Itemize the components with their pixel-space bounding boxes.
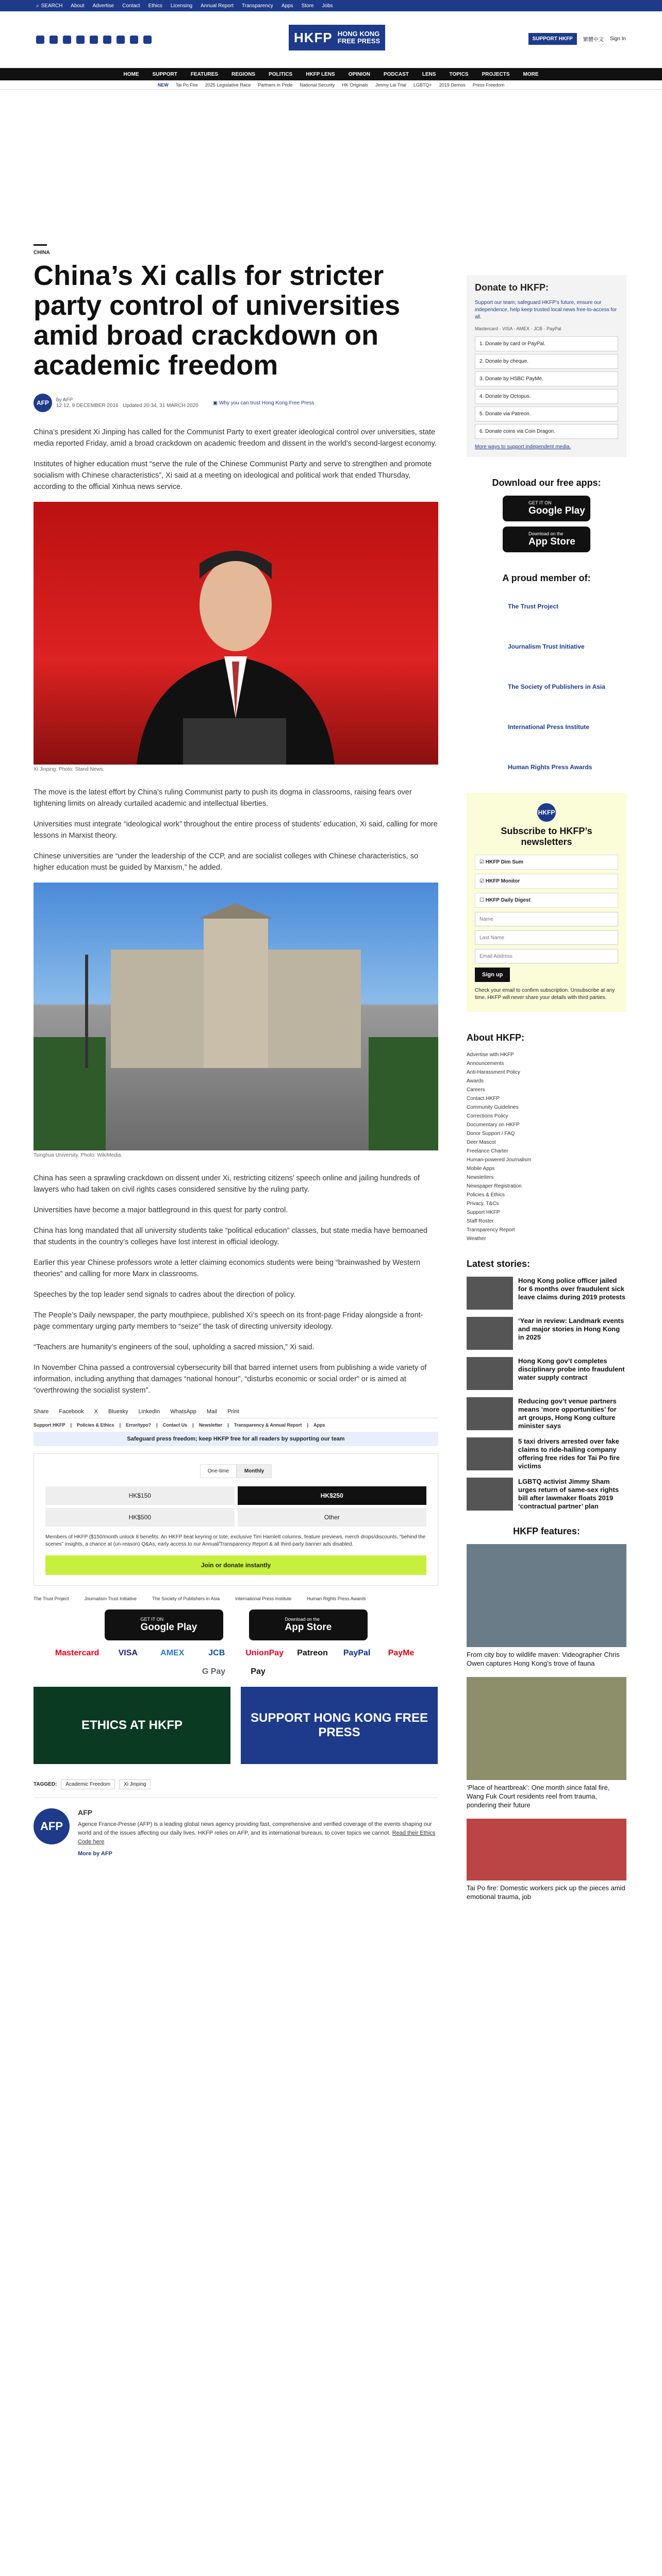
- about-link[interactable]: Donor Support / FAQ: [467, 1131, 515, 1137]
- footer-link[interactable]: Transparency & Annual Report: [234, 1422, 302, 1428]
- facebook-icon[interactable]: [36, 36, 44, 44]
- topbar-link[interactable]: Transparency: [242, 3, 273, 9]
- footer-link[interactable]: Policies & Ethics: [77, 1422, 114, 1428]
- trending-link[interactable]: Press Freedom: [472, 82, 505, 88]
- monthly-tab[interactable]: Monthly: [237, 1464, 272, 1478]
- updated-date: Updated 20:34, 31 MARCH 2020: [122, 403, 198, 409]
- search-icon: ⌕: [36, 3, 39, 9]
- footer-link[interactable]: Apps: [313, 1422, 325, 1428]
- paypal-icon: PayPal: [343, 1649, 371, 1657]
- about-link[interactable]: Human-powered Journalism: [467, 1157, 532, 1163]
- author-box: [34, 1808, 438, 1858]
- share-whatsapp[interactable]: WhatsApp: [170, 1409, 196, 1415]
- trending-link[interactable]: HK Originals: [342, 82, 368, 88]
- donate-text[interactable]: Support our team; safeguard HKFP’s future, ensure our independence, help keep trusted local news free-to-access for all.: [475, 300, 617, 320]
- member-logos: [34, 1596, 438, 1601]
- new-label: NEW: [157, 82, 169, 88]
- paragraph: In November China passed a controversial cybersecurity bill that barred internet users from publishing a wide variety of information, including anything that damages “national honour”, “disturbs economic or social order” or is aimed at “overthrowing the socialist system”.: [34, 1364, 427, 1395]
- topbar-link[interactable]: Jobs: [322, 3, 333, 9]
- site-header: [0, 11, 662, 68]
- about-link[interactable]: Announcements: [467, 1061, 504, 1066]
- author-avatar[interactable]: AFP: [34, 394, 52, 412]
- name-input[interactable]: [475, 912, 618, 926]
- story-thumbnail: [467, 1478, 513, 1511]
- whatsapp-icon[interactable]: [143, 36, 152, 44]
- trust-link[interactable]: ▣ Why you can trust Hong Kong Free Press: [212, 400, 315, 406]
- youtube-icon[interactable]: [90, 36, 98, 44]
- jti-logo: Journalism Trust Initiative: [84, 1596, 137, 1601]
- about-link[interactable]: Contact HKFP: [467, 1096, 500, 1101]
- trending-link[interactable]: 2025 Legislative Race: [205, 82, 251, 88]
- donate-title: Donate to HKFP:: [475, 282, 549, 293]
- about-link[interactable]: Corrections Policy: [467, 1113, 508, 1119]
- jti-logo[interactable]: Journalism Trust Initiative: [508, 643, 585, 650]
- latest-title: Latest stories:: [467, 1259, 531, 1269]
- story-item[interactable]: ‘Year in review: Landmark events and major stories in Hong Kong in 2025: [467, 1317, 626, 1350]
- nav-item[interactable]: REGIONS: [231, 71, 256, 77]
- trending-link[interactable]: Partners in Pride: [258, 82, 293, 88]
- topbar-link[interactable]: Contact: [122, 3, 140, 9]
- newsletter-option[interactable]: ☐ HKFP Daily Digest: [475, 893, 618, 908]
- about-link[interactable]: Mobile Apps: [467, 1166, 495, 1172]
- frequency-toggle: [45, 1464, 426, 1478]
- article: [34, 244, 438, 1858]
- about-link[interactable]: Privacy, T&Cs: [467, 1201, 499, 1207]
- unionpay-icon: UnionPay: [245, 1649, 284, 1657]
- story-thumbnail: [467, 1437, 513, 1470]
- donate-option[interactable]: 2. Donate by cheque.: [475, 354, 618, 369]
- article-category[interactable]: CHINA: [34, 250, 50, 256]
- hrpa-logo[interactable]: Human Rights Press Awards: [508, 764, 592, 771]
- byline: [34, 394, 438, 412]
- trending-link[interactable]: National Security: [300, 82, 335, 88]
- support-promo[interactable]: SUPPORT HONG KONG FREE PRESS: [241, 1687, 438, 1764]
- membership-text: Members of HKFP ($150/month unlock 8 benefits: An HKFP beat keyring or tote; exclusive Tim Hamlett columns, feature previews, merch drops/discounts, “behind the scenes” insights, a chance at (un-reason) Q&As, early access to our Annual/Transparency Report & all third-party banner ads disabled.: [45, 1534, 426, 1547]
- topbar-link[interactable]: Store: [301, 3, 314, 9]
- story-item[interactable]: Reducing gov’t venue partners means ‘more opportunities’ for art groups, Hong Kong culture minister says: [467, 1397, 626, 1430]
- newsletter-box: [467, 793, 626, 1012]
- footer-link[interactable]: Error/typo?: [126, 1422, 152, 1428]
- tags: [34, 1780, 438, 1798]
- nav-item[interactable]: HOME: [123, 71, 139, 77]
- support-button[interactable]: SUPPORT HKFP: [528, 33, 577, 45]
- bluesky-icon[interactable]: [130, 36, 138, 44]
- nav-item[interactable]: HKFP LENS: [306, 71, 335, 77]
- ipi-logo: International Press Institute: [235, 1596, 292, 1601]
- about-link[interactable]: Freelance Charter: [467, 1148, 508, 1154]
- topbar-link[interactable]: Advertise: [92, 3, 114, 9]
- trending-link[interactable]: 2019 Demos: [439, 82, 466, 88]
- feature-item[interactable]: ‘Place of heartbreak’: One month since fatal fire, Wang Fuk Court residents reel from trauma, pondering their future: [467, 1677, 626, 1809]
- about-link[interactable]: Staff Roster: [467, 1218, 494, 1224]
- newsletter-note: Check your email to confirm subscription. Unsubscribe at any time. HKFP will never share your details with third parties.: [475, 988, 615, 1001]
- amount-option[interactable]: HK$500: [45, 1508, 235, 1527]
- footer-link[interactable]: Support HKFP: [34, 1422, 65, 1428]
- applepay-icon: Pay: [251, 1667, 266, 1676]
- app-buttons: [34, 1609, 438, 1640]
- more-by-link[interactable]: More by AFP: [78, 1851, 112, 1857]
- story-item[interactable]: Hong Kong police officer jailed for 6 months over fraudulent sick leave claims during 2019 protests: [467, 1277, 626, 1310]
- donate-option[interactable]: 4. Donate by Octopus.: [475, 389, 618, 404]
- donate-option[interactable]: 1. Donate by card or PayPal.: [475, 336, 618, 351]
- nav-item[interactable]: LENS: [422, 71, 436, 77]
- linkedin-icon[interactable]: [103, 36, 111, 44]
- trust-project-logo[interactable]: The Trust Project: [508, 603, 559, 610]
- share-x[interactable]: X: [94, 1409, 98, 1415]
- membership-box: [34, 1453, 438, 1586]
- author-box-name[interactable]: AFP: [78, 1808, 92, 1817]
- story-item[interactable]: 5 taxi drivers arrested over fake claims to ride-hailing company offering free rides for Tai Po fire victims: [467, 1437, 626, 1470]
- nav-item[interactable]: FEATURES: [190, 71, 218, 77]
- more-ways-link[interactable]: More ways to support independent media.: [475, 444, 571, 450]
- ipi-logo[interactable]: International Press Institute: [508, 723, 590, 731]
- xi-jinping-photo: [34, 502, 438, 765]
- topbar-link[interactable]: Licensing: [170, 3, 193, 9]
- newsletter-option[interactable]: ☑ HKFP Dim Sum: [475, 855, 618, 870]
- donate-option[interactable]: 3. Donate by HSBC PayMe.: [475, 371, 618, 386]
- share-facebook[interactable]: Facebook: [59, 1409, 84, 1415]
- checkbox-icon[interactable]: ☐: [479, 897, 484, 903]
- paragraph: Institutes of higher education must “serve the rule of the Chinese Communist Party and serve to strengthen and promote socialism with Chinese characteristics”, Xi said at a meeting on ideological and political work that ended Thursday, according to the official Xinhua news service.: [34, 460, 432, 491]
- sidebar: [467, 244, 626, 1910]
- checkbox-icon[interactable]: ☑: [479, 859, 484, 865]
- newsletter-title: Subscribe to HKFP’s newsletters: [501, 826, 592, 847]
- feature-item[interactable]: From city boy to wildlife maven: Videographer Chris Owen captures Hong Kong’s trove of fauna: [467, 1544, 626, 1668]
- feature-image: [467, 1544, 626, 1647]
- latest-stories: [467, 1277, 626, 1511]
- paragraph: Universities must integrate “ideological work” throughout the entire process of students’ education, Xi said, calling for more lessons in Marxist theory.: [34, 820, 438, 840]
- story-thumbnail: [467, 1317, 513, 1350]
- google-play-button[interactable]: GET IT ON Google Play: [105, 1609, 223, 1640]
- topbar-link[interactable]: Apps: [281, 3, 293, 9]
- paragraph: “Teachers are humanity’s engineers of the soul, upholding a sacred mission,” Xi said.: [34, 1343, 315, 1351]
- paragraph: The People’s Daily newspaper, the party mouthpiece, published Xi’s speech on its front-page Friday alongside a front-page commentary urging party members to “seize” the task of directing university ideology.: [34, 1311, 423, 1331]
- feature-item[interactable]: Tai Po fire: Domestic workers pick up the pieces amid emotional trauma, job: [467, 1819, 626, 1901]
- member-list: [467, 591, 626, 783]
- nav-item[interactable]: PODCAST: [383, 71, 409, 77]
- author-bio: Agence France-Presse (AFP) is a leading global news agency providing fast, comprehensive and verified coverage of the events shaping our world and of the issues affecting our daily lives. HKFP relies on AFP, and its international bureaus, to cover topics we cannot. Read their Ethics Code here: [78, 1821, 436, 1845]
- nav-item[interactable]: PROJECTS: [482, 71, 510, 77]
- nav-item[interactable]: MORE: [523, 71, 539, 77]
- author-logo[interactable]: AFP: [34, 1808, 70, 1844]
- member-title: A proud member of:: [502, 573, 591, 583]
- paragraph: The move is the latest effort by China’s ruling Communist party to push its dogma in classrooms, raising fears over tightening limits on already curtailed academic and intellectual liberties.: [34, 788, 412, 808]
- patreon-icon: Patreon: [297, 1649, 328, 1657]
- about-title: About HKFP:: [467, 1032, 524, 1043]
- trust-icon: ▣: [212, 400, 218, 406]
- app-store-button[interactable]: Download on the App Store: [503, 527, 590, 552]
- about-link[interactable]: Deer Mascot: [467, 1140, 496, 1145]
- social-icons: [36, 36, 152, 44]
- tag[interactable]: Xi Jinping: [119, 1780, 151, 1789]
- language-link[interactable]: 繁體中文: [583, 37, 604, 43]
- amount-option[interactable]: Other: [238, 1508, 427, 1527]
- top-bar: [0, 0, 662, 11]
- paragraph: Speeches by the top leader send signals to cadres about the direction of policy.: [34, 1291, 296, 1299]
- amount-option-selected[interactable]: HK$250: [238, 1486, 427, 1505]
- trending-bar: [0, 80, 662, 90]
- about-link[interactable]: Careers: [467, 1087, 485, 1093]
- article-title: China’s Xi calls for stricter party control of universities amid broad crackdown on academic freedom: [34, 260, 401, 381]
- threads-icon[interactable]: [76, 36, 85, 44]
- mastercard-icon: Mastercard: [55, 1649, 100, 1657]
- gpay-icon: G Pay: [202, 1667, 226, 1676]
- tag[interactable]: Academic Freedom: [61, 1780, 115, 1789]
- footer-link[interactable]: Newsletter: [198, 1422, 223, 1428]
- paragraph: Universities have become a major battleground in this quest for party control.: [34, 1206, 288, 1214]
- features-title: HKFP features:: [513, 1526, 580, 1536]
- instagram-icon[interactable]: [63, 36, 71, 44]
- feature-image: [467, 1819, 626, 1880]
- donate-option[interactable]: 6. Donate coins via Coin Dragon.: [475, 424, 618, 439]
- payment-logos: [34, 1649, 438, 1676]
- email-input[interactable]: [475, 949, 618, 963]
- article-links: Support HKFP | Policies & Ethics | Error/typo? | Contact Us | Newsletter | Transparency & Annual Report | Apps: [34, 1422, 325, 1428]
- donate-option[interactable]: 5. Donate via Patreon.: [475, 406, 618, 421]
- side-app-buttons: [467, 496, 626, 552]
- checkbox-icon[interactable]: ☑: [479, 878, 484, 884]
- hkfp-badge: HKFP: [537, 803, 556, 822]
- category-rule: [34, 244, 47, 246]
- visa-icon: VISA: [118, 1649, 138, 1657]
- image-caption: Tsinghua University. Photo: WikiMedia.: [34, 1153, 123, 1158]
- google-play-button[interactable]: GET IT ON Google Play: [503, 496, 590, 521]
- nav-item[interactable]: SUPPORT: [152, 71, 177, 77]
- about-link[interactable]: Weather: [467, 1236, 486, 1242]
- paragraph: China’s president Xi Jinping has called for the Communist Party to exert greater ideological control over universities, state media reported Friday, amid a broad crackdown on academic freedom and dissent in the world’s second-largest economy.: [34, 428, 437, 448]
- one-time-tab[interactable]: One-time: [200, 1464, 237, 1478]
- image-caption: Xi Jinping. Photo: Stand News.: [34, 767, 105, 772]
- app-store-button[interactable]: Download on the App Store: [249, 1609, 368, 1640]
- ethics-code-link[interactable]: Read their Ethics Code here: [78, 1830, 436, 1845]
- footer-link[interactable]: Contact Us: [162, 1422, 188, 1428]
- jcb-icon: JCB: [208, 1649, 225, 1657]
- nav-item[interactable]: OPINION: [348, 71, 370, 77]
- tsinghua-photo: [34, 883, 438, 1150]
- nav-item[interactable]: TOPICS: [449, 71, 469, 77]
- story-thumbnail: [467, 1397, 513, 1430]
- share-bar: [34, 1405, 438, 1418]
- topbar-link[interactable]: Annual Report: [201, 3, 234, 9]
- amount-options: [45, 1486, 426, 1527]
- donate-box: [467, 275, 626, 457]
- nav-item[interactable]: POLITICS: [269, 71, 293, 77]
- signup-button[interactable]: Sign up: [475, 968, 510, 982]
- sopa-logo: The Society of Publishers in Asia: [152, 1596, 220, 1601]
- publish-date: 12:12, 9 DECEMBER 2016: [56, 403, 119, 409]
- about-link[interactable]: Community Guidelines: [467, 1105, 519, 1110]
- donate-pay-icons: Mastercard · VISA · AMEX · JCB · PayPal: [475, 326, 561, 331]
- story-item[interactable]: LGBTQ activist Jimmy Sham urges return of same-sex rights bill after lawmaker floats 2019 ‘contractual partner’ plan: [467, 1478, 626, 1511]
- x-icon[interactable]: [49, 36, 58, 44]
- share-label: Share: [34, 1409, 49, 1415]
- about-link[interactable]: Newspaper Registration: [467, 1183, 522, 1189]
- story-item[interactable]: Hong Kong gov’t completes disciplinary probe into fraudulent water supply contract: [467, 1357, 626, 1390]
- topbar-link[interactable]: About: [71, 3, 85, 9]
- amount-option[interactable]: HK$150: [45, 1486, 235, 1505]
- paragraph: China has long mandated that all university students take “political education” classes, but state media have bemoaned that students in the country’s colleges have lost interest in official ideology.: [34, 1227, 428, 1246]
- telegram-icon[interactable]: [117, 36, 125, 44]
- newsletter-option[interactable]: ☑ HKFP Monitor: [475, 874, 618, 889]
- trending-link[interactable]: Jimmy Lai Trial: [375, 82, 406, 88]
- about-link[interactable]: Awards: [467, 1078, 484, 1084]
- about-link[interactable]: Policies & Ethics: [467, 1192, 505, 1198]
- sopa-logo[interactable]: The Society of Publishers in Asia: [508, 683, 605, 690]
- about-link[interactable]: Support HKFP: [467, 1210, 500, 1215]
- main-nav: [0, 68, 662, 80]
- photo-illustration: [34, 502, 438, 765]
- hrpa-logo: Human Rights Press Awards: [307, 1596, 366, 1601]
- last-name-input[interactable]: [475, 930, 618, 945]
- about-link[interactable]: Advertise with HKFP: [467, 1052, 514, 1058]
- photo-illustration: [34, 883, 438, 1150]
- story-thumbnail: [467, 1357, 513, 1390]
- trust-project-logo: The Trust Project: [34, 1596, 69, 1601]
- join-button[interactable]: Join or donate instantly: [45, 1555, 426, 1575]
- share-linkedin[interactable]: LinkedIn: [138, 1409, 160, 1415]
- trending-link[interactable]: LGBTQ+: [413, 82, 432, 88]
- ethics-promo[interactable]: ETHICS AT HKFP: [34, 1687, 230, 1764]
- apps-title: Download our free apps:: [492, 478, 601, 488]
- share-print[interactable]: Print: [227, 1409, 239, 1415]
- about-link[interactable]: Documentary on HKFP: [467, 1122, 520, 1128]
- topbar-link[interactable]: Ethics: [148, 3, 162, 9]
- author-name[interactable]: by AFP: [56, 397, 73, 403]
- about-list: [467, 1050, 626, 1243]
- tagged-label: TAGGED:: [34, 1782, 57, 1787]
- about-link[interactable]: Anti-Harassment Policy: [467, 1070, 520, 1075]
- support-banner[interactable]: Safeguard press freedom; keep HKFP free for all readers by supporting our team: [34, 1432, 438, 1446]
- features-list: [467, 1544, 626, 1901]
- payme-icon: PayMe: [388, 1649, 415, 1657]
- paragraph: China has seen a sprawling crackdown on dissent under Xi, restricting citizens’ speech online and jailing hundreds of lawyers who had taken on civil rights cases considered sensitive by the ruling party.: [34, 1174, 420, 1194]
- paragraph: Earlier this year Chinese professors wrote a letter claiming economics students were being “brainwashed by Western theories” and calling for more Marx in classrooms.: [34, 1259, 421, 1278]
- amex-icon: AMEX: [160, 1649, 185, 1657]
- sign-in-link[interactable]: Sign In: [609, 36, 626, 42]
- share-mail[interactable]: Mail: [206, 1409, 218, 1415]
- trending-link[interactable]: Tai Po Fire: [175, 82, 198, 88]
- feature-image: [467, 1677, 626, 1780]
- share-bluesky[interactable]: Bluesky: [108, 1409, 128, 1415]
- about-link[interactable]: Newsletters: [467, 1175, 494, 1180]
- paragraph: Chinese universities are “under the leadership of the CCP, and are socialist colleges with Chinese characteristics, so higher education must be guided by Marxism,” he added.: [34, 852, 419, 872]
- story-thumbnail: [467, 1277, 513, 1310]
- site-logo[interactable]: HKFP HONG KONG FREE PRESS: [289, 25, 385, 50]
- about-link[interactable]: Transparency Report: [467, 1227, 515, 1233]
- search-link[interactable]: ⌕ SEARCH: [36, 3, 63, 9]
- promo-banners: [34, 1687, 438, 1764]
